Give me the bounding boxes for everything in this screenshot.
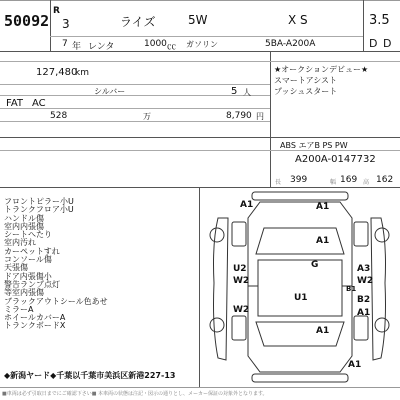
mark-a1: A1: [348, 360, 362, 370]
displacement-unit: ㏄: [167, 42, 177, 52]
grade-number: 3: [62, 17, 70, 31]
car-damage-diagram: [200, 188, 399, 386]
trim-grade: X S: [288, 13, 308, 27]
mark-b2: B2: [357, 295, 371, 305]
displacement: 1000: [144, 39, 167, 49]
mark-a1: A1: [316, 236, 330, 246]
mark-a3: A3: [357, 264, 371, 274]
mark-g: G: [311, 260, 319, 270]
note-line: フロントピラー小U: [4, 197, 74, 206]
mileage-value: 127,480: [36, 67, 78, 78]
width-value: 169: [340, 175, 358, 185]
door-type: 5W: [188, 13, 208, 27]
model-year: 7: [62, 39, 68, 49]
model-code: 5BA-A200A: [265, 39, 316, 49]
note-line: 室内汚れ: [4, 238, 36, 248]
width-label: 幅: [330, 179, 337, 186]
feature-list: [274, 64, 368, 97]
note-line: ホイールカバーA: [4, 313, 66, 323]
height-label: 高: [363, 179, 370, 186]
transmission: FAT: [6, 98, 24, 109]
feature-item: ★オークションデビュー★: [274, 65, 369, 74]
chassis-number: A200A-0147732: [295, 154, 376, 165]
height-value: 162: [376, 175, 394, 185]
note-line: 天張傷: [4, 263, 28, 273]
mark-w2: W2: [233, 305, 250, 315]
mark-a1: A1: [240, 200, 254, 210]
note-line: トランクボードX: [4, 321, 66, 331]
lot-number: 50092: [4, 12, 50, 30]
interior-grade: D: [369, 37, 378, 50]
mileage-unit: km: [75, 68, 89, 78]
auction-score: 3.5: [369, 13, 390, 28]
model-name: ライズ: [120, 15, 156, 29]
mark-b1: B1: [346, 285, 357, 293]
note-line: ミラーA: [4, 304, 34, 314]
note-line: ドア内張傷小: [4, 271, 52, 281]
note-line: 室内内張傷: [4, 221, 44, 231]
note-line: 等室内張傷: [4, 288, 44, 298]
equipment: ABS エアB PS PW: [280, 141, 348, 150]
feature-item: プッシュスタート: [274, 87, 338, 96]
recycle-unit: 万: [143, 112, 151, 121]
seat-count: 5: [231, 86, 238, 97]
recycle-price-unit: 円: [256, 112, 264, 121]
inspection-notes: [4, 198, 108, 331]
note-line: カーペットすれ: [4, 246, 60, 256]
mark-w2: W2: [233, 276, 250, 286]
footer-note: ■車両は必ず引取日までにご確認下さい■ 本車両の状態は注記・図示の通りとし、メーカー保証の対象外となります。: [2, 391, 268, 397]
fuel-type: ガソリン: [186, 40, 218, 49]
note-line: ブラックアウトシール色あせ: [4, 296, 108, 306]
r-mark: R: [53, 6, 60, 16]
length-value: 399: [290, 175, 308, 185]
seat-unit: 人: [243, 88, 251, 97]
mark-w2: W2: [357, 276, 374, 286]
mark-a1: A1: [316, 326, 330, 336]
yard-location: ◆新潟ヤード◆千葉以千葉市美浜区新港227-13: [4, 371, 176, 380]
exterior-grade: D: [383, 37, 392, 50]
recycle-number: 528: [50, 111, 68, 121]
mark-u2: U2: [233, 264, 247, 274]
mark-a1: A1: [316, 202, 330, 212]
note-line: 警告ランプ点灯: [4, 279, 60, 289]
body-color: シルバー: [94, 87, 126, 96]
air-conditioning: AC: [32, 98, 46, 109]
note-line: コンソール傷: [4, 255, 52, 265]
note-line: トランクフロア小U: [4, 205, 74, 215]
note-line: ハンドル傷: [4, 213, 44, 223]
note-line: シートへたり: [4, 230, 52, 240]
model-year-unit: 年: [72, 42, 82, 52]
length-label: 長: [275, 179, 282, 186]
mark-u1: U1: [294, 293, 308, 303]
mark-a1: A1: [357, 308, 371, 318]
feature-item: スマートアシスト: [274, 76, 338, 85]
vehicle-type: レンタ: [88, 42, 115, 52]
recycle-price: 8,790: [226, 111, 252, 121]
